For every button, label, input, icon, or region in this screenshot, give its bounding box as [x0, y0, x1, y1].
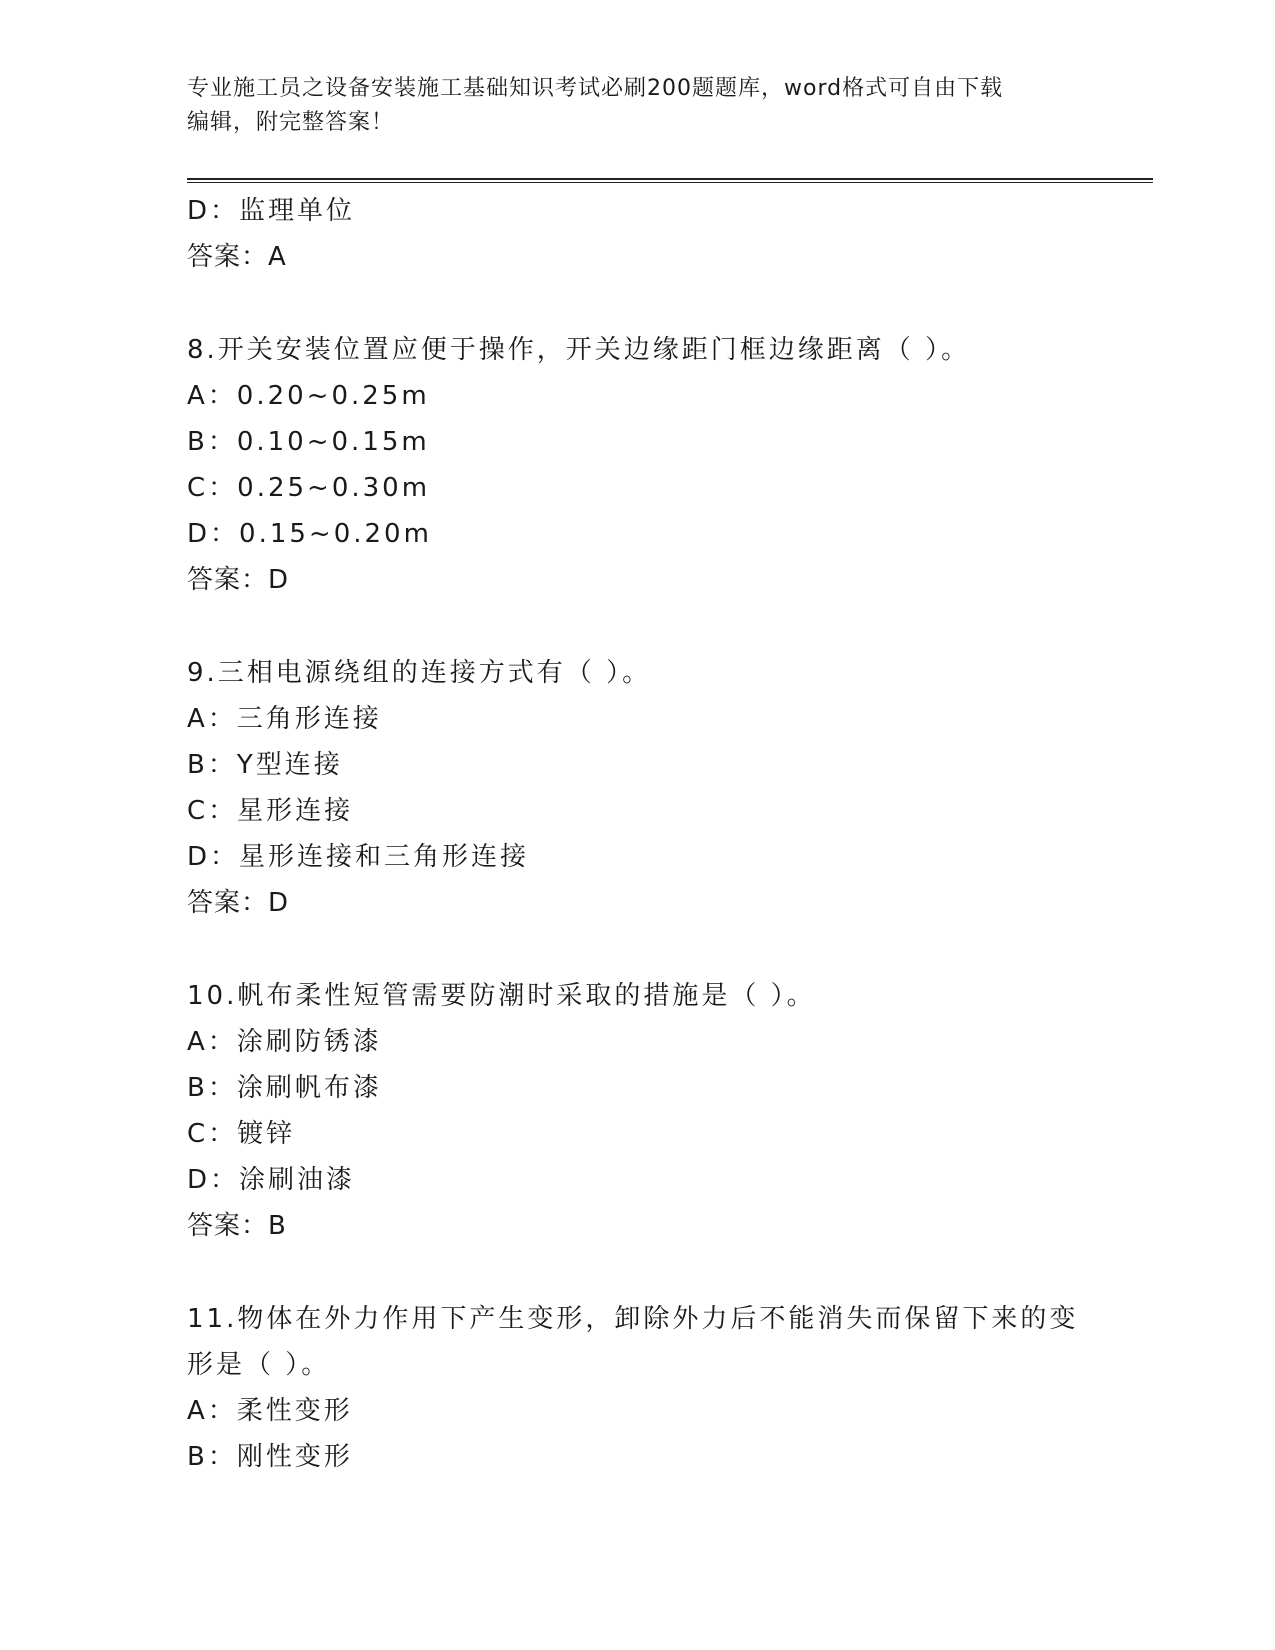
q9-stem: 9.三相电源绕组的连接方式有（ ）。 [187, 658, 652, 688]
question-list [187, 188, 1087, 1480]
q11-stem-line-1: 11.物体在外力作用下产生变形，卸除外力后不能消失而保留下来的变 [187, 1304, 1079, 1334]
q11-stem-line-2: 形是（ ）。 [187, 1350, 331, 1380]
q8-option-d: D：0.15~0.20m [187, 519, 432, 549]
q9-option-c: C：星形连接 [187, 796, 354, 826]
q9-option-a: A：三角形连接 [187, 704, 382, 734]
q9-answer: 答案：D [187, 888, 290, 918]
q9-option-b: B：Y型连接 [187, 750, 343, 780]
q10-answer: 答案：B [187, 1211, 287, 1241]
q8-stem: 8.开关安装位置应便于操作，开关边缘距门框边缘距离（ ）。 [187, 335, 971, 365]
q10-option-c: C：镀锌 [187, 1119, 296, 1149]
q7-option-d: D：监理单位 [187, 196, 356, 226]
q9-option-d: D：星形连接和三角形连接 [187, 842, 530, 872]
q8-answer: 答案：D [187, 565, 290, 595]
header-title-line-2: 编辑，附完整答案！ [187, 110, 395, 135]
q10-option-b: B：涂刷帆布漆 [187, 1073, 382, 1103]
header-divider [187, 178, 1153, 183]
q10-option-a: A：涂刷防锈漆 [187, 1027, 382, 1057]
q10-stem: 10.帆布柔性短管需要防潮时采取的措施是（ ）。 [187, 981, 816, 1011]
header-title-line-1: 专业施工员之设备安装施工基础知识考试必刷200题题库，word格式可自由下载 [187, 76, 1004, 101]
q11-option-b: B：刚性变形 [187, 1442, 353, 1472]
q8-option-b: B：0.10~0.15m [187, 427, 430, 457]
q11-option-a: A：柔性变形 [187, 1396, 353, 1426]
q7-answer: 答案：A [187, 242, 287, 272]
document-header [187, 72, 1087, 140]
q8-option-a: A：0.20~0.25m [187, 381, 430, 411]
q10-option-d: D：涂刷油漆 [187, 1165, 356, 1195]
q8-option-c: C：0.25~0.30m [187, 473, 431, 503]
